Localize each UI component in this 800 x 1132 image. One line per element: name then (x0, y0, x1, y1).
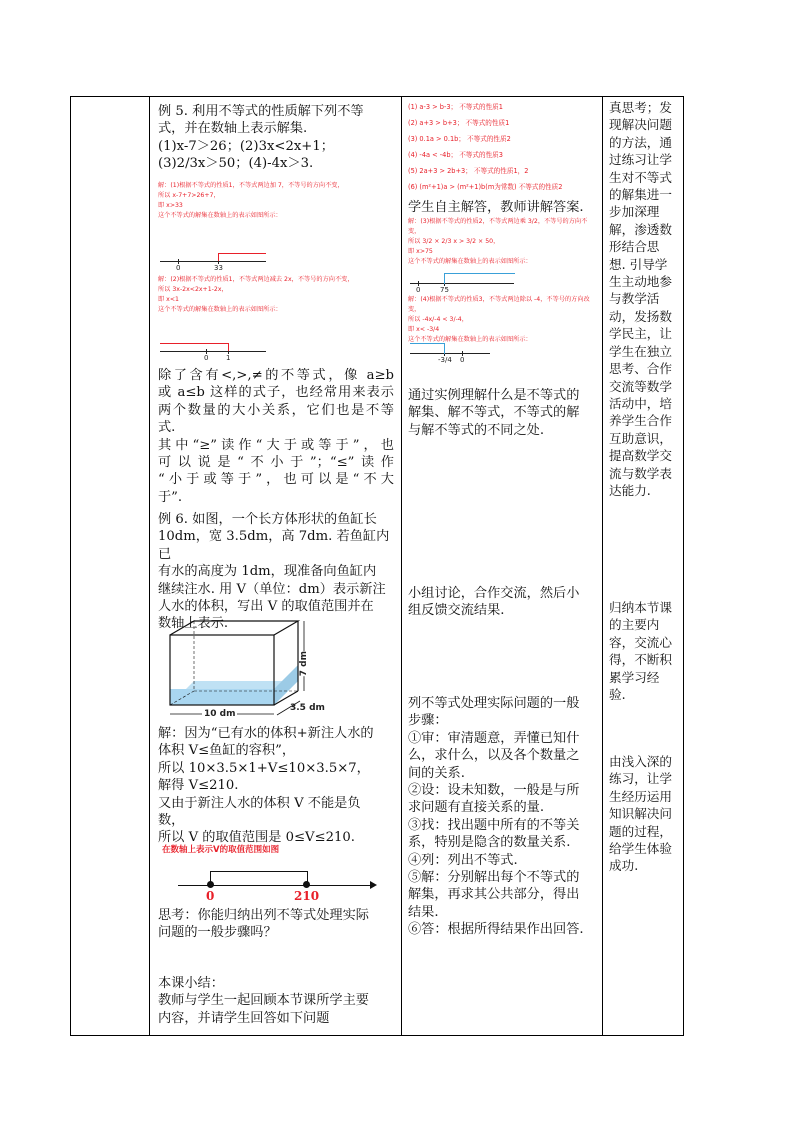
intent-line: 真思考；发 (609, 100, 672, 115)
step-line: 间的关系. (408, 765, 465, 781)
solution-line: 体积 V≤鱼缸的容积”， (158, 743, 296, 759)
axis-line (160, 351, 266, 352)
properties-list (408, 99, 596, 195)
intent-line: 生经历运用 (609, 788, 672, 804)
example-5-items: (1)x-7＞26；(2)3x<2x+1； (158, 138, 334, 154)
solution-line: 这个不等式的解集在数轴上的表示如图所示： (158, 212, 282, 219)
note-line: 除了含有<,>,≠的不等式，像 a≥b (158, 368, 394, 383)
tick-label: 0 (204, 354, 209, 362)
intent-line: 流与数学表 (609, 465, 672, 481)
intent-line: 与教学活 (609, 291, 660, 307)
tank-height-label: 7 dm (299, 651, 309, 677)
intent-line: 生主动地参 (609, 274, 672, 290)
intent-line: 思考、合作 (609, 361, 672, 377)
solution-1 (158, 181, 394, 221)
solution-line: 即 x>75 (408, 248, 433, 255)
example-6-line: 人水的体积，写出 V 的取值范围并在 (158, 599, 374, 615)
step-line: 结果. (408, 904, 439, 920)
note-line: 于”. (158, 489, 183, 505)
property-item: (5) 2a+3 > 2b+3； 不等式的性质1，2 (408, 167, 529, 175)
example-6-line: 10dm，宽 3.5dm，高 7dm. 若鱼缸内已 (158, 529, 390, 562)
design-intent-3 (609, 753, 681, 875)
solution-line: 解：(1)根据不等式的性质1，不等式两边加 7，不等号的方向不变， (158, 182, 344, 189)
intent-line: 养学生合作 (609, 413, 672, 429)
solution-line: 所以 x-7+7>26+7， (158, 192, 220, 199)
step-line: 步骤： (408, 713, 448, 729)
solution-line: 数， (158, 813, 185, 829)
tank-width-label: 3.5 dm (290, 703, 325, 713)
number-line-2 (160, 339, 270, 363)
v-start-dot (207, 881, 214, 888)
tick-label: 75 (440, 286, 449, 294)
think-prompt (158, 907, 394, 942)
example-6-solution (158, 725, 394, 847)
property-item: (3) 0.1a > 0.1b； 不等式的性质2 (408, 135, 511, 143)
tick-label: 0 (460, 356, 465, 364)
v-start-label: 0 (206, 889, 215, 903)
intent-line: 交流等数学 (609, 378, 672, 394)
understanding-note (408, 387, 598, 439)
property-item: (1) a-3 > b-3； 不等式的性质1 (408, 103, 503, 111)
intent-line: 容，交流心 (609, 634, 672, 650)
solution-line: 所以 3x-2x<2x+1-2x， (158, 286, 228, 293)
design-intent-2 (609, 599, 681, 703)
step-line: ②设：设未知数，一般是与所 (408, 783, 580, 799)
property-item: (2) a+3 > b+3； 不等式的性质1 (408, 119, 510, 127)
note-line: 或 a≤b 这样的式子，也经常用来表示 (158, 385, 394, 401)
solution-4 (408, 295, 598, 345)
v-end-dot (303, 881, 310, 888)
step-line: 系，特别是隐含的数量关系. (408, 835, 571, 851)
solution-line: 即 x<1 (158, 296, 179, 303)
solution-range (410, 343, 445, 354)
solution-range (160, 343, 228, 344)
example-6 (158, 511, 394, 633)
solution-range (218, 253, 266, 254)
number-line-3 (410, 271, 520, 295)
solution-line: 所以 -4x/-4 < 3/-4， (408, 316, 468, 323)
step-line: ①审：审清题意，弄懂已知什 (408, 730, 580, 746)
example-6-line: 有水的高度为 1dm，现准备向鱼缸内 (158, 564, 377, 580)
axis-line (160, 261, 266, 262)
intent-line: 的方法，通 (609, 134, 672, 150)
property-item: (4) -4a < -4b； 不等式的性质3 (408, 151, 503, 159)
note-line: 解集、解不等式，不等式的解 (408, 405, 580, 421)
solution-line: 又由于新注人水的体积 V 不能是负 (158, 795, 361, 811)
step-line: 解集，再求其公共部分，得出 (408, 887, 580, 903)
intent-line: 知识解决问 (609, 806, 672, 822)
solution-line: 这个不等式的解集在数轴上的表示如图所示： (408, 336, 532, 343)
intent-line: 互助意识， (609, 430, 672, 446)
teaching-content-cell (150, 97, 400, 1035)
intent-line: 活动中，培 (609, 395, 672, 411)
intent-line: 想. 引导学 (609, 256, 668, 272)
step-line: ⑤解：分别解出每个不等式的 (408, 870, 580, 886)
note-line: 两个数量的大小关系，它们也是不等 (158, 402, 394, 418)
tank-length-label: 10 dm (204, 709, 236, 719)
solution-range (444, 273, 515, 284)
solution-line: 这个不等式的解集在数轴上的表示如图所示： (408, 258, 532, 265)
v-axis-caption: 在数轴上表示V的取值范围如图 (162, 845, 280, 855)
note-line: 其中“≥”读作“大于或等于”，也 (158, 437, 394, 453)
note-line: 可以说是“不小于”；“≤”读作 (158, 455, 394, 471)
intent-line: 归纳本节课 (609, 600, 672, 615)
property-item: (6) (m²+1)a > (m²+1)b(m为常数) 不等式的性质2 (408, 183, 563, 191)
note-line: 与解不等式的不同之处. (408, 422, 545, 438)
intent-line: 过练习让学 (609, 152, 672, 168)
lesson-summary (158, 975, 394, 1027)
intent-line: 学生在独立 (609, 343, 672, 359)
tick-label: 33 (214, 264, 223, 272)
intent-line: 题的过程， (609, 823, 672, 839)
step-line: 求问题有直接关系的量. (408, 800, 545, 816)
solution-line: 即 x>33 (158, 202, 183, 209)
solution-line: 解：(4)根据不等式的性质3，不等式两边除以 -4，不等号的方向改变， (408, 296, 590, 313)
solution-line: 即 x< -3/4 (408, 326, 440, 333)
number-line-1 (160, 249, 270, 273)
inequality-note (158, 367, 394, 506)
design-intent-1 (609, 99, 681, 499)
solution-line: 所以 10×3.5×1+V≤10×3.5×7， (158, 760, 370, 776)
intent-line: 学民主，让 (609, 326, 672, 342)
solution-line: 所以 3/2 × 2/3 x > 3/2 × 50， (408, 238, 500, 245)
v-number-line (178, 863, 378, 903)
intent-line: 的主要内 (609, 617, 660, 633)
solution-line: 解：(2)根据不等式的性质1，不等式两边减去 2x，不等号的方向不变， (158, 276, 354, 283)
summary-title: 本课小结： (158, 976, 224, 991)
step-line: 列不等式处理实际问题的一般 (408, 696, 580, 711)
student-activity-cell (402, 97, 602, 1035)
intent-line: 解，渗透数 (609, 221, 672, 237)
summary-line: 教师与学生一起回顾本节课所学主要 (158, 993, 369, 1009)
answer-instruction: 学生自主解答，教师讲解答案. (408, 200, 584, 215)
solution-range (218, 253, 219, 261)
lesson-table (70, 96, 684, 1036)
tick-label: 0 (416, 286, 421, 294)
solution-3 (408, 217, 598, 267)
step-line: ④列：列出不等式. (408, 852, 518, 868)
tick-label: 1 (226, 354, 231, 362)
tick-label: -3/4 (438, 356, 452, 364)
v-end-label: 210 (294, 889, 320, 903)
intent-line: 动，发扬数 (609, 308, 672, 324)
group-discussion (408, 585, 598, 620)
solution-line: 所以 V 的取值范围是 0≤V≤210. (158, 830, 355, 846)
intent-line: 生对不等式 (609, 169, 672, 185)
group-line: 组反馈交流结果. (408, 603, 505, 619)
example-6-line: 数轴上表示. (158, 616, 229, 632)
intent-line: 成功. (609, 858, 639, 874)
group-line: 小组讨论，合作交流，然后小 (408, 586, 580, 601)
step-line: 么，求什么，以及各个数量之 (408, 748, 580, 764)
intent-line: 现解决问题 (609, 117, 672, 133)
step-line: ③找：找出题中所有的不等关 (408, 817, 580, 833)
axis-arrow-icon (370, 881, 377, 889)
think-line: 问题的一般步骤吗？ (158, 925, 277, 941)
tank-top (170, 621, 298, 635)
tick-label: 0 (176, 264, 181, 272)
intent-line: 步加深理 (609, 204, 660, 220)
v-range-bracket (210, 871, 308, 886)
intent-line: 提高数学交 (609, 448, 672, 464)
intent-line: 练习，让学 (609, 771, 672, 787)
intent-line: 给学生体验 (609, 841, 672, 857)
solution-range (228, 343, 229, 351)
solution-line: 解：(3)根据不等式的性质2，不等式两边乘 3/2，不等号的方向不变， (408, 218, 588, 235)
problem-solving-steps (408, 695, 598, 939)
water-front (170, 689, 274, 705)
note-line: “小于或等于”，也可以是“不大 (158, 472, 394, 488)
solution-2 (158, 275, 394, 315)
example-5-title: 式，并在数轴上表示解集. (158, 121, 308, 137)
example-5 (158, 103, 394, 173)
summary-line: 内容，并请学生回答如下问题 (158, 1010, 330, 1026)
intent-line: 的解集进一 (609, 187, 672, 203)
design-intent-cell (603, 97, 685, 1035)
intent-line: 由浅入深的 (609, 754, 672, 769)
note-line: 通过实例理解什么是不等式的 (408, 388, 580, 403)
think-line: 思考：你能归纳出列不等式处理实际 (158, 908, 369, 923)
example-5-items: (3)2/3x＞50；(4)-4x＞3. (158, 156, 314, 172)
example-6-line: 继续注水. 用 V（单位：dm）表示新注 (158, 581, 386, 597)
solution-line: 这个不等式的解集在数轴上的表示如图所示： (158, 306, 282, 313)
intent-line: 形结合思 (609, 239, 660, 255)
step-line: ⑥答：根据所得结果作出回答. (408, 922, 584, 938)
solution-line: 解：因为“已有水的体积+新注人水的 (158, 726, 374, 741)
solution-line: 解得 V≤210. (158, 778, 239, 794)
intent-line: 达能力. (609, 482, 651, 498)
intent-line: 累学习经 (609, 669, 660, 685)
note-line: 式. (158, 420, 176, 436)
number-line-4 (410, 341, 520, 369)
intent-line: 验. (609, 687, 626, 703)
example-6-line: 例 6. 如图，一个长方体形状的鱼缸长 (158, 512, 377, 527)
empty-cell (71, 97, 149, 1035)
intent-line: 得，不断积 (609, 652, 672, 668)
example-5-title: 例 5. 利用不等式的性质解下列不等 (158, 104, 364, 119)
